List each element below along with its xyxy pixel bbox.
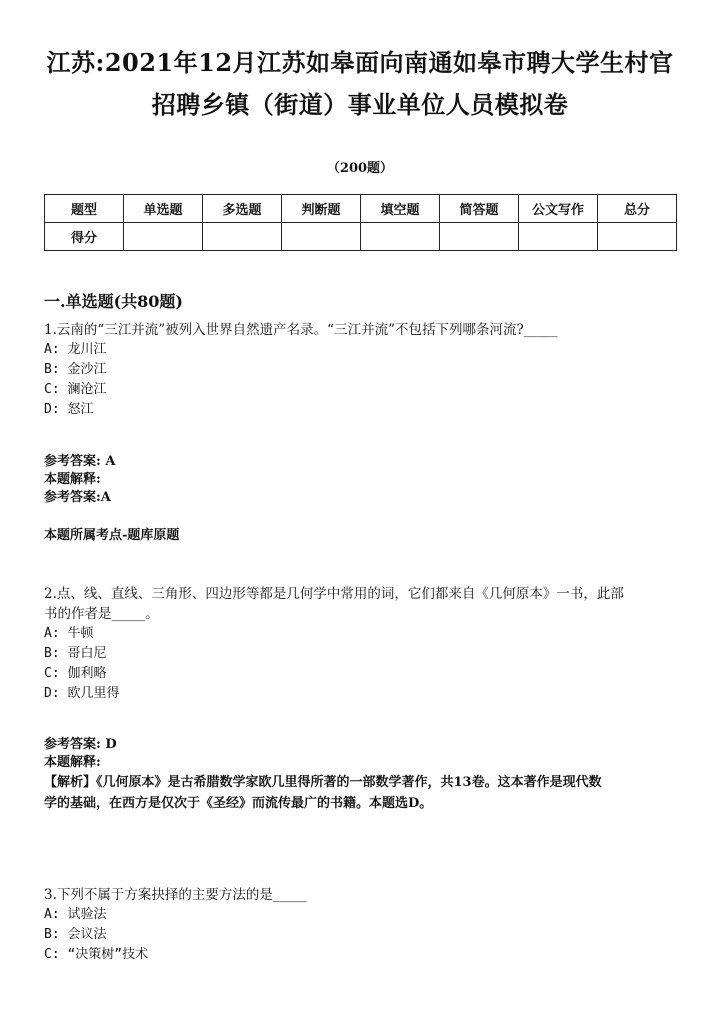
question-2-text-line1: 2.点、线、直线、三角形、四边形等都是几何学中常用的词，它们都来自《几何原本》一书，此部	[44, 586, 624, 602]
question-1-option-b: B: 金沙江	[44, 362, 107, 377]
question-1-text: 1.云南的“三江并流”被列入世界自然遗产名录。“三江并流”不包括下列哪条河流?_____	[44, 322, 558, 338]
score-header-cell: 简答题	[440, 195, 519, 223]
score-cell	[440, 223, 519, 251]
score-table-score-row	[45, 223, 677, 251]
question-2-option-c: C: 伽利略	[44, 666, 107, 681]
question-1-option-a: A: 龙川江	[44, 342, 107, 357]
question-2-option-b: B: 哥白尼	[44, 646, 107, 661]
question-count: （200题）	[326, 161, 394, 176]
question-2-text-line2: 书的作者是_____。	[44, 606, 159, 622]
question-2-explanation-label: 本题解释:	[44, 755, 101, 770]
score-cell	[282, 223, 361, 251]
question-1-explanation-label: 本题解释:	[44, 472, 101, 487]
question-2-option-a: A: 牛顿	[44, 626, 94, 641]
question-3-option-b: B: 会议法	[44, 927, 107, 942]
question-1-option-d: D: 怒江	[44, 402, 94, 417]
score-row-label: 得分	[45, 223, 124, 251]
question-1-answer-repeat: 参考答案:A	[44, 490, 111, 505]
score-cell	[203, 223, 282, 251]
exam-title-line1: 江苏:2021年12月江苏如皋面向南通如皋市聘大学生村官	[46, 48, 674, 77]
question-3-text: 3.下列不属于方案抉择的主要方法的是_____	[44, 887, 307, 903]
question-2-answer: 参考答案: D	[44, 737, 117, 752]
exam-title-line2: 招聘乡镇（街道）事业单位人员模拟卷	[151, 90, 569, 119]
score-header-cell: 公文写作	[519, 195, 598, 223]
question-3-option-a: A: 试验法	[44, 907, 107, 922]
score-header-cell: 题型	[45, 195, 124, 223]
score-table	[44, 194, 677, 251]
score-cell	[361, 223, 440, 251]
question-1-answer: 参考答案: A	[44, 454, 116, 469]
question-3-option-c: C: “决策树”技术	[44, 947, 149, 962]
score-cell	[598, 223, 677, 251]
score-header-cell: 判断题	[282, 195, 361, 223]
question-2-explanation-line1: 【解析】《几何原本》是古希腊数学家欧几里得所著的一部数学著作，共13卷。这本著作是现代数	[44, 775, 602, 790]
score-cell	[124, 223, 203, 251]
score-header-cell: 填空题	[361, 195, 440, 223]
question-2-explanation-line2: 学的基础，在西方是仅次于《圣经》而流传最广的书籍。本题选D。	[44, 796, 433, 811]
question-1-source: 本题所属考点-题库原题	[44, 528, 180, 543]
score-table-header-row	[45, 195, 677, 223]
section-heading: 一.单选题(共80题)	[44, 292, 183, 311]
question-1-option-c: C: 澜沧江	[44, 382, 107, 397]
score-header-cell: 多选题	[203, 195, 282, 223]
score-header-cell: 总分	[598, 195, 677, 223]
question-2-option-d: D: 欧几里得	[44, 686, 120, 701]
score-cell	[519, 223, 598, 251]
score-header-cell: 单选题	[124, 195, 203, 223]
